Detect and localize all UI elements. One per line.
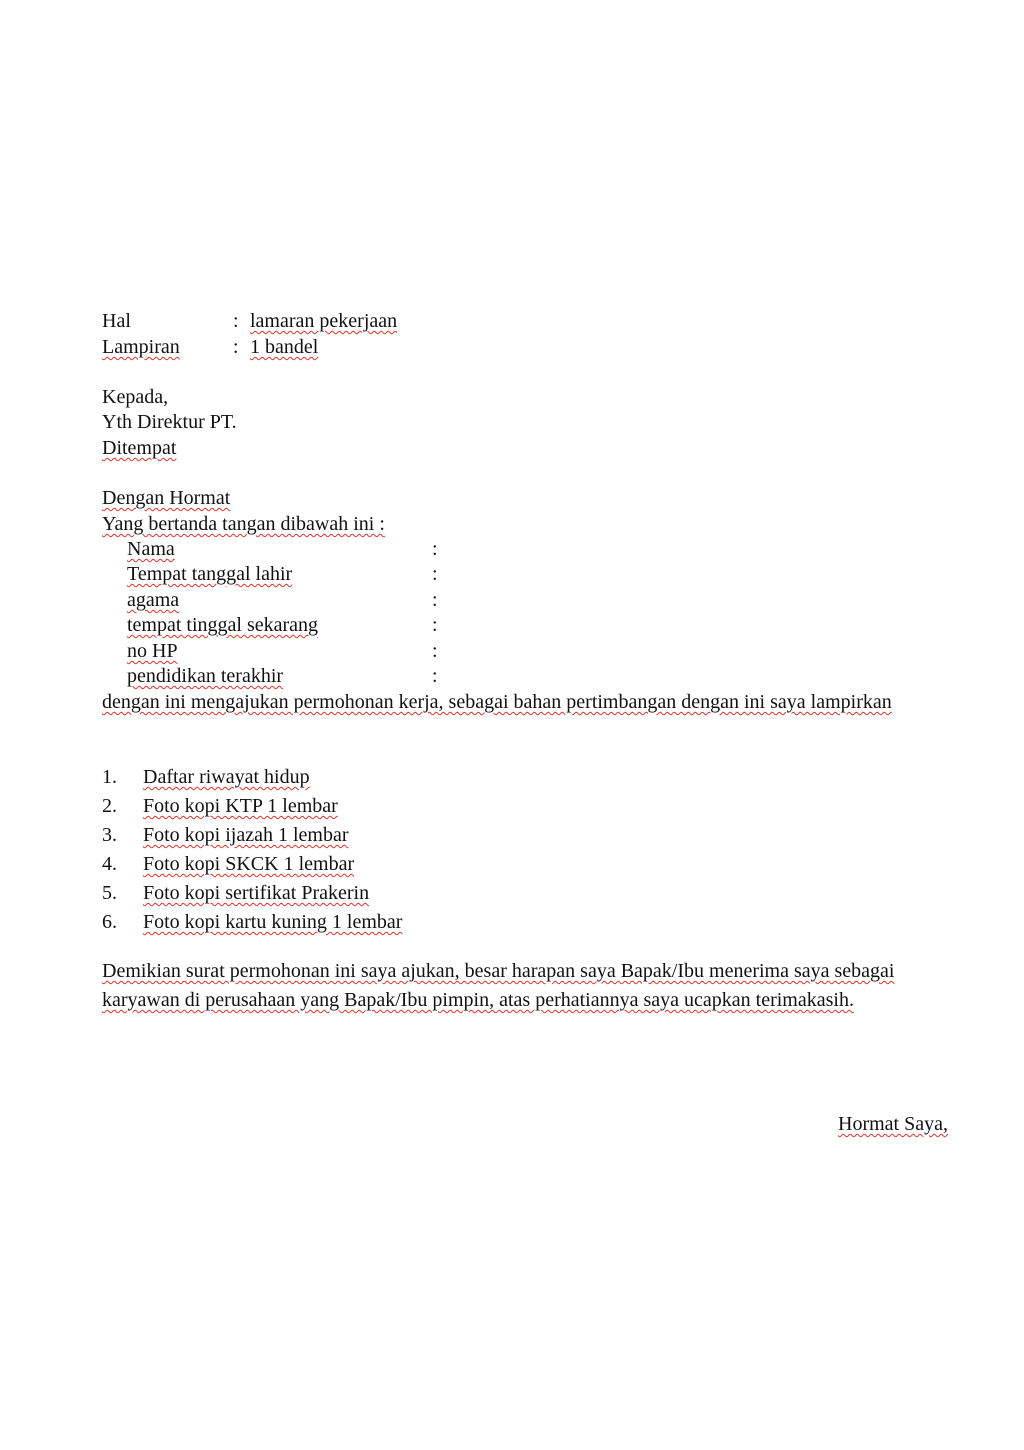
hal-value: lamaran pekerjaan bbox=[250, 310, 398, 332]
lampiran-separator: : bbox=[233, 336, 239, 358]
field-sep: : bbox=[432, 614, 438, 636]
list-item: Foto kopi SKCK 1 lembar bbox=[143, 853, 355, 875]
intro-line: Yang bertanda tangan dibawah ini : bbox=[102, 513, 385, 535]
lampiran-value: 1 bandel bbox=[250, 336, 319, 358]
field-label-pendidikan: pendidikan terakhir bbox=[127, 665, 284, 687]
list-item-number: 3. bbox=[102, 824, 117, 846]
hal-separator: : bbox=[233, 310, 239, 332]
field-label-agama: agama bbox=[127, 589, 180, 611]
field-label-nama: Nama bbox=[127, 538, 175, 560]
list-item-number: 1. bbox=[102, 766, 117, 788]
greeting: Dengan Hormat bbox=[102, 487, 231, 509]
recipient-line-3: Ditempat bbox=[102, 437, 177, 459]
field-sep: : bbox=[432, 589, 438, 611]
field-sep: : bbox=[432, 665, 438, 687]
list-item-number: 4. bbox=[102, 853, 117, 875]
list-item-number: 5. bbox=[102, 882, 117, 904]
lampiran-label: Lampiran bbox=[102, 336, 180, 358]
list-item-number: 6. bbox=[102, 911, 117, 933]
field-label-no-hp: no HP bbox=[127, 640, 178, 662]
list-item: Daftar riwayat hidup bbox=[143, 766, 310, 788]
request-paragraph: dengan ini mengajukan permohonan kerja, sebagai bahan pertimbangan dengan ini saya lampirkan bbox=[102, 691, 892, 713]
field-sep: : bbox=[432, 563, 438, 585]
field-label-ttl: Tempat tanggal lahir bbox=[127, 563, 293, 585]
field-label-tempat-tinggal: tempat tinggal sekarang bbox=[127, 614, 319, 636]
closing-paragraph: Demikian surat permohonan ini saya ajukan, besar harapan saya Bapak/Ibu menerima saya sebagai karyawan di perusahaan yang Bapak/Ibu pimpin, atas perhatiannya saya ucapkan terimakasih. bbox=[102, 960, 895, 1011]
field-sep: : bbox=[432, 640, 438, 662]
list-item: Foto kopi KTP 1 lembar bbox=[143, 795, 338, 817]
recipient-line-1: Kepada, bbox=[102, 386, 169, 408]
list-item: Foto kopi ijazah 1 lembar bbox=[143, 824, 349, 846]
list-item: Foto kopi sertifikat Prakerin bbox=[143, 882, 370, 904]
field-sep: : bbox=[432, 538, 438, 560]
list-item: Foto kopi kartu kuning 1 lembar bbox=[143, 911, 403, 933]
recipient-line-2: Yth Direktur PT. bbox=[102, 411, 237, 433]
signature-closing: Hormat Saya, bbox=[838, 1113, 948, 1135]
hal-label: Hal bbox=[102, 310, 131, 332]
list-item-number: 2. bbox=[102, 795, 117, 817]
